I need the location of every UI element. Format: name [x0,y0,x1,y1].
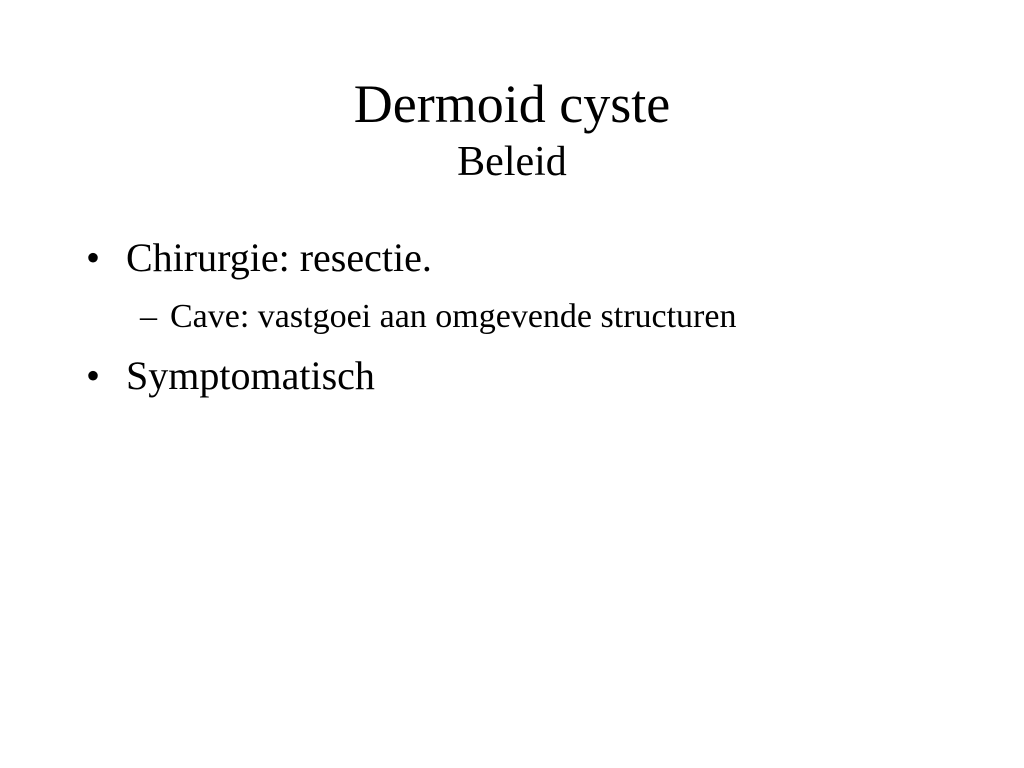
sub-bullet-marker: – [140,298,157,335]
bullet-text: Symptomatisch [126,353,375,398]
bullet-text: Chirurgie: resectie. [126,235,432,280]
bullet-item [86,346,986,406]
sub-bullet-text: Cave: vastgoei aan omgevende structuren [170,298,737,335]
bullet-item [86,228,986,346]
sub-bullet-item [126,288,986,346]
bullet-marker: • [86,235,101,280]
bullet-marker: • [86,353,101,398]
slide-subtitle: Beleid [457,139,567,185]
bullet-list [86,228,986,406]
slide-title: Dermoid cyste [353,74,671,134]
sub-bullet-list [126,288,986,346]
title-block [0,72,1024,188]
